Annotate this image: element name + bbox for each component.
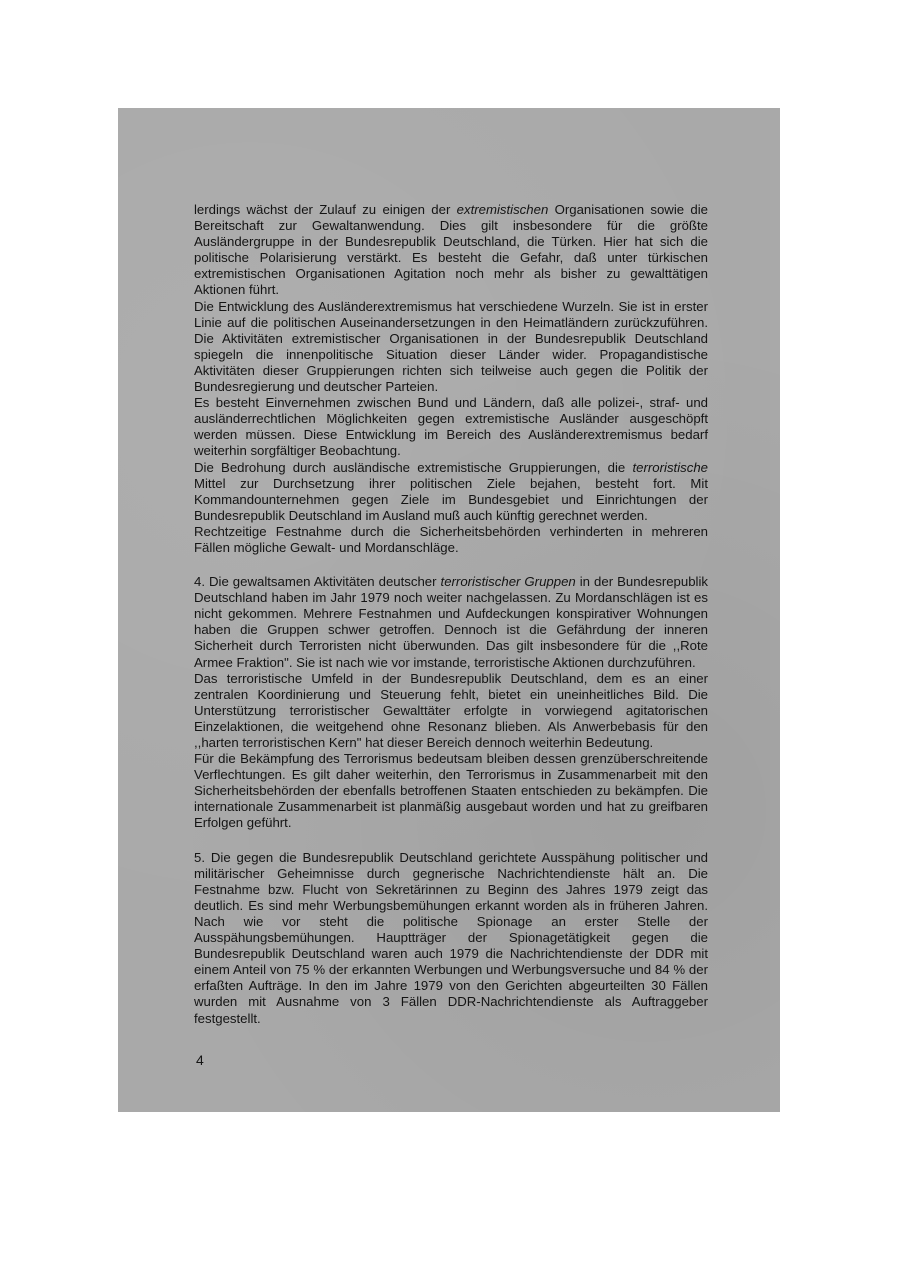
paragraph-bedrohung: Die Bedrohung durch ausländische extremistische Gruppierungen, die terroristische Mittel zur Durchsetzung ihrer politischen Ziele bejahen, besteht fort. Mit Kommandounternehmen gegen Ziele im Bundesgebiet und Einrichtungen der Bundesrepublik Deutschland im Ausland muß auch künftig gerechnet werden.	[194, 459, 708, 523]
paragraph-umfeld: Das terroristische Umfeld in der Bundesrepublik Deutschland, dem es an einer zentralen Koordinierung und Steuerung fehlt, bietet ein uneinheitliches Bild. Die Unterstützung terroristischer Gewalttäter erfolgte in vorwiegend agitatorischen Einzelaktionen, die weitgehend ohne Resonanz blieben. Als Anwerbebasis für den ,,harten terroristischen Kern" hat dieser Bereich dennoch weiterhin Bedeutung.	[194, 670, 708, 750]
document-page	[118, 108, 780, 1112]
emphasis-extremistischen: extremistischen	[456, 202, 549, 217]
paragraph-section-4: 4. Die gewaltsamen Aktivitäten deutscher terroristischer Gruppen in der Bundesrepublik Deutschland haben im Jahr 1979 noch weiter nachgelassen. Zu Mordanschlägen ist es nicht gekommen. Mehrere Festnahmen und Aufdeckungen konspirativer Wohnungen haben die Gruppen schwer getroffen. Dennoch ist die Gefährdung der inneren Sicherheit durch Terroristen nicht überwunden. Das gilt insbesondere für die ,,Rote Armee Fraktion". Sie ist nach wie vor imstande, terroristische Aktionen durchzuführen.	[194, 574, 708, 670]
paragraph-wurzeln: Die Entwicklung des Ausländerextremismus hat verschiedene Wurzeln. Sie ist in erster Linie auf die politischen Auseinandersetzungen in den Heimatländern zurückzuführen. Die Aktivitäten extremistischer Organisationen in der Bundesrepublik Deutschland spiegeln die innenpolitische Situation dieser Länder wider. Propagandistische Aktivitäten dieser Gruppierungen richten sich teilweise auch gegen die Politik der Bundesregierung und deutscher Parteien.	[194, 298, 708, 395]
paragraph-einvernehmen: Es besteht Einvernehmen zwischen Bund und Ländern, daß alle polizei-, straf- und ausländerrechtlichen Möglichkeiten gegen extremistische Ausländer ausgeschöpft werden müssen. Diese Entwicklung im Bereich des Ausländerextremismus bedarf weiterhin sorgfältiger Beobachtung.	[194, 395, 708, 459]
paragraph-section-5: 5. Die gegen die Bundesrepublik Deutschland gerichtete Ausspähung politischer und militärischer Geheimnisse durch gegnerische Nachrichtendienste hält an. Die Festnahme bzw. Flucht von Sekretärinnen zu Beginn des Jahres 1979 zeigt das deutlich. Es sind mehr Werbungsbemühungen erkannt worden als in früheren Jahren. Nach wie vor steht die politische Spionage an erster Stelle der Ausspähungsbemühungen. Hauptträger der Spionagetätigkeit gegen die Bundesrepublik Deutschland waren auch 1979 die Nachrichtendienste der DDR mit einem Anteil von 75 % der erkannten Werbungen und Werbungsversuche und 84 % der erfaßten Aufträge. In den im Jahre 1979 von den Gerichten abgeurteilten 30 Fällen wurden mit Ausnahme von 3 Fällen DDR-Nachrichtendienste als Auftraggeber festgestellt.	[194, 849, 708, 1026]
paragraph-bekaempfung: Für die Bekämpfung des Terrorismus bedeutsam bleiben dessen grenzüberschreitende Verflechtungen. Es gilt daher weiterhin, den Terrorismus in Zusammenarbeit mit den Sicherheitsbehörden der ebenfalls betroffenen Staaten entschieden zu bekämpfen. Die internationale Zusammenarbeit ist planmäßig ausgebaut worden und hat zu greifbaren Erfolgen geführt.	[194, 751, 708, 831]
page-number: 4	[196, 1052, 204, 1068]
section-separator	[194, 556, 708, 574]
document-body	[194, 202, 708, 1027]
paragraph-festnahme: Rechtzeitige Festnahme durch die Sicherheitsbehörden verhinderten in mehreren Fällen mögliche Gewalt- und Mordanschläge.	[194, 523, 708, 555]
paragraph-auslaenderextremismus-zulauf: lerdings wächst der Zulauf zu einigen der extremistischen Organisationen sowie die Bereitschaft zur Gewaltanwendung. Dies gilt insbesondere für die größte Ausländergruppe in der Bundesrepublik Deutschland, die Türken. Hier hat sich die politische Polarisierung verstärkt. Es besteht die Gefahr, daß unter türkischen extremistischen Organisationen Agitation noch mehr als bisher zu gewalttätigen Aktionen führt.	[194, 202, 708, 298]
emphasis-terroristische: terroristische	[632, 459, 708, 475]
section-separator	[194, 832, 708, 850]
emphasis-terroristischer-gruppen: terroristischer Gruppen	[440, 574, 576, 590]
